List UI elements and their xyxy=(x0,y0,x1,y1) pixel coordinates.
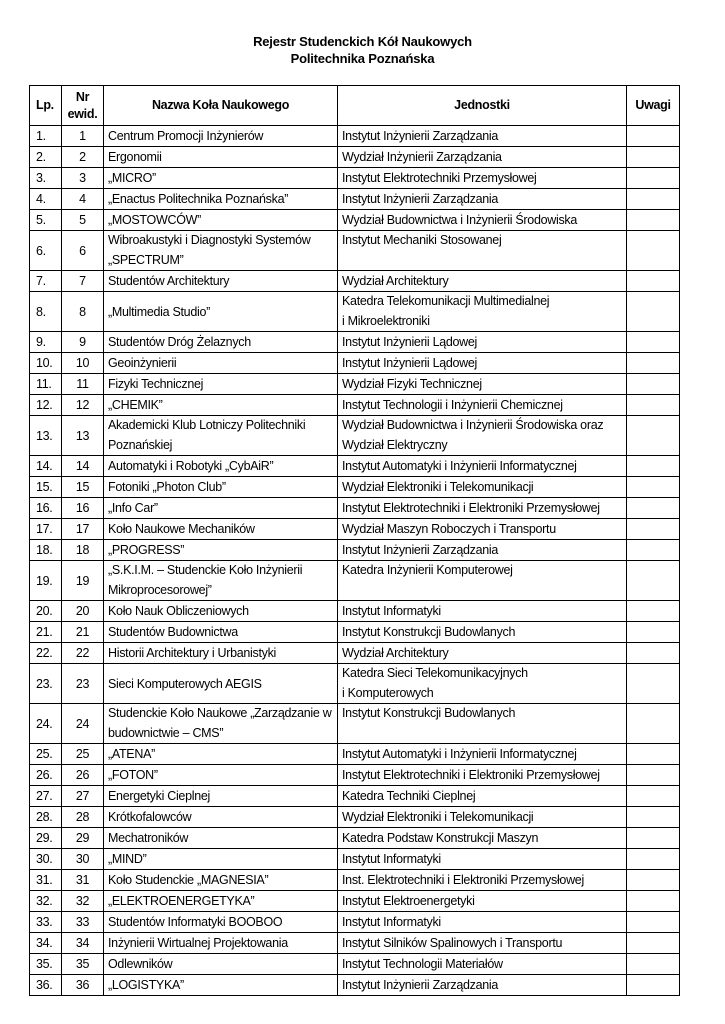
cell-lp: 25. xyxy=(30,744,62,765)
cell-nr: 31 xyxy=(62,870,104,891)
cell-uwagi xyxy=(627,126,680,147)
cell-jednostki: Instytut Inżynierii Lądowej xyxy=(338,332,627,353)
cell-nazwa: „LOGISTYKA” xyxy=(104,975,338,996)
cell-jednostki: Instytut Elektroenergetyki xyxy=(338,891,627,912)
cell-nr: 15 xyxy=(62,477,104,498)
cell-nazwa: Ergonomii xyxy=(104,147,338,168)
table-row xyxy=(30,704,680,744)
cell-lp: 33. xyxy=(30,912,62,933)
table-row xyxy=(30,498,680,519)
cell-lp: 36. xyxy=(30,975,62,996)
table-row xyxy=(30,168,680,189)
table-row xyxy=(30,540,680,561)
cell-nazwa: „ATENA” xyxy=(104,744,338,765)
cell-nazwa: „Enactus Politechnika Poznańska” xyxy=(104,189,338,210)
cell-jednostki: Instytut Elektrotechniki Przemysłowej xyxy=(338,168,627,189)
cell-jednostki: Instytut Inżynierii Zarządzania xyxy=(338,975,627,996)
cell-lp: 14. xyxy=(30,456,62,477)
document-title: Rejestr Studenckich Kół Naukowych xyxy=(253,34,472,49)
cell-lp: 28. xyxy=(30,807,62,828)
cell-jednostki: Instytut Mechaniki Stosowanej xyxy=(338,231,627,271)
cell-uwagi xyxy=(627,561,680,601)
cell-nr: 29 xyxy=(62,828,104,849)
cell-uwagi xyxy=(627,416,680,456)
cell-lp: 10. xyxy=(30,353,62,374)
table-row xyxy=(30,807,680,828)
table-row xyxy=(30,622,680,643)
cell-jednostki: Instytut Konstrukcji Budowlanych xyxy=(338,704,627,744)
cell-nr: 14 xyxy=(62,456,104,477)
cell-nr: 22 xyxy=(62,643,104,664)
cell-uwagi xyxy=(627,849,680,870)
cell-nr: 16 xyxy=(62,498,104,519)
cell-nr: 10 xyxy=(62,353,104,374)
cell-nazwa: Studentów Dróg Żelaznych xyxy=(104,332,338,353)
cell-uwagi xyxy=(627,601,680,622)
cell-nazwa: Koło Naukowe Mechaników xyxy=(104,519,338,540)
cell-jednostki: Wydział Elektroniki i Telekomunikacji xyxy=(338,477,627,498)
cell-lp: 35. xyxy=(30,954,62,975)
table-row xyxy=(30,395,680,416)
cell-nazwa xyxy=(104,561,338,601)
cell-lp: 26. xyxy=(30,765,62,786)
cell-nazwa: Centrum Promocji Inżynierów xyxy=(104,126,338,147)
cell-uwagi xyxy=(627,786,680,807)
cell-nr: 35 xyxy=(62,954,104,975)
cell-jednostki: Wydział Architektury xyxy=(338,271,627,292)
table-row xyxy=(30,210,680,231)
cell-nr: 13 xyxy=(62,416,104,456)
column-header-lp: Lp. xyxy=(30,86,62,126)
cell-nr: 1 xyxy=(62,126,104,147)
cell-jednostki: Instytut Inżynierii Zarządzania xyxy=(338,540,627,561)
cell-lp: 15. xyxy=(30,477,62,498)
cell-nazwa-line1: Akademicki Klub Lotniczy Politechniki xyxy=(108,418,306,432)
cell-jednostki: Wydział Inżynierii Zarządzania xyxy=(338,147,627,168)
cell-uwagi xyxy=(627,292,680,332)
cell-uwagi xyxy=(627,870,680,891)
cell-lp: 3. xyxy=(30,168,62,189)
table-row xyxy=(30,744,680,765)
cell-nr: 18 xyxy=(62,540,104,561)
cell-nr: 23 xyxy=(62,664,104,704)
table-row xyxy=(30,561,680,601)
cell-nazwa: „ELEKTROENERGETYKA” xyxy=(104,891,338,912)
table-row xyxy=(30,765,680,786)
cell-lp: 19. xyxy=(30,561,62,601)
cell-nazwa: „Info Car” xyxy=(104,498,338,519)
cell-lp: 20. xyxy=(30,601,62,622)
cell-nazwa-line1: Wibroakustyki i Diagnostyki Systemów xyxy=(108,233,311,247)
cell-nr: 26 xyxy=(62,765,104,786)
cell-nr: 8 xyxy=(62,292,104,332)
cell-nazwa: Mechatroników xyxy=(104,828,338,849)
cell-jednostki-line2: Wydział Elektryczny xyxy=(342,437,448,452)
cell-uwagi xyxy=(627,210,680,231)
cell-jednostki: Instytut Informatyki xyxy=(338,601,627,622)
cell-nazwa-line2: Mikroprocesorowej” xyxy=(108,582,212,597)
cell-nazwa: Automatyki i Robotyki „CybAiR” xyxy=(104,456,338,477)
table-row xyxy=(30,975,680,996)
cell-jednostki: Instytut Konstrukcji Budowlanych xyxy=(338,622,627,643)
cell-jednostki-line1: Wydział Budownictwa i Inżynierii Środowiska oraz xyxy=(342,418,604,432)
cell-nazwa: Studentów Budownictwa xyxy=(104,622,338,643)
cell-uwagi xyxy=(627,664,680,704)
cell-nr: 5 xyxy=(62,210,104,231)
column-header-nr-line1: Nr xyxy=(75,89,90,104)
cell-lp: 12. xyxy=(30,395,62,416)
table-row xyxy=(30,271,680,292)
cell-nr: 17 xyxy=(62,519,104,540)
cell-nazwa: Koło Studenckie „MAGNESIA” xyxy=(104,870,338,891)
cell-nazwa: „PROGRESS” xyxy=(104,540,338,561)
cell-lp: 30. xyxy=(30,849,62,870)
cell-lp: 9. xyxy=(30,332,62,353)
cell-jednostki: Katedra Techniki Cieplnej xyxy=(338,786,627,807)
cell-jednostki-line2: i Mikroelektroniki xyxy=(342,313,430,328)
cell-uwagi xyxy=(627,975,680,996)
cell-uwagi xyxy=(627,456,680,477)
table-row xyxy=(30,664,680,704)
cell-nr: 2 xyxy=(62,147,104,168)
cell-nazwa: Odlewników xyxy=(104,954,338,975)
cell-uwagi xyxy=(627,519,680,540)
cell-nr: 25 xyxy=(62,744,104,765)
cell-jednostki: Instytut Inżynierii Zarządzania xyxy=(338,126,627,147)
cell-nazwa: Koło Nauk Obliczeniowych xyxy=(104,601,338,622)
cell-lp: 2. xyxy=(30,147,62,168)
cell-nr: 27 xyxy=(62,786,104,807)
cell-jednostki xyxy=(338,292,627,332)
cell-uwagi xyxy=(627,643,680,664)
cell-lp: 11. xyxy=(30,374,62,395)
table-row xyxy=(30,954,680,975)
cell-nr: 30 xyxy=(62,849,104,870)
column-header-uwagi: Uwagi xyxy=(627,86,680,126)
cell-nr: 11 xyxy=(62,374,104,395)
cell-lp: 34. xyxy=(30,933,62,954)
cell-jednostki: Instytut Informatyki xyxy=(338,849,627,870)
cell-nr: 6 xyxy=(62,231,104,271)
cell-uwagi xyxy=(627,933,680,954)
table-row xyxy=(30,456,680,477)
cell-nazwa: Studentów Informatyki BOOBOO xyxy=(104,912,338,933)
cell-uwagi xyxy=(627,912,680,933)
cell-lp: 24. xyxy=(30,704,62,744)
cell-nazwa: „MOSTOWCÓW” xyxy=(104,210,338,231)
cell-jednostki: Instytut Automatyki i Inżynierii Informatycznej xyxy=(338,456,627,477)
cell-jednostki: Wydział Maszyn Roboczych i Transportu xyxy=(338,519,627,540)
table-header-row xyxy=(30,86,680,126)
cell-jednostki: Katedra Podstaw Konstrukcji Maszyn xyxy=(338,828,627,849)
cell-nazwa: „FOTON” xyxy=(104,765,338,786)
cell-nazwa: Sieci Komputerowych AEGIS xyxy=(104,664,338,704)
cell-uwagi xyxy=(627,477,680,498)
cell-jednostki: Inst. Elektrotechniki i Elektroniki Przemysłowej xyxy=(338,870,627,891)
cell-nr: 24 xyxy=(62,704,104,744)
cell-nazwa-line2: „SPECTRUM” xyxy=(108,252,184,267)
cell-lp: 5. xyxy=(30,210,62,231)
cell-lp: 27. xyxy=(30,786,62,807)
cell-uwagi xyxy=(627,353,680,374)
cell-nazwa xyxy=(104,231,338,271)
cell-nr: 9 xyxy=(62,332,104,353)
cell-nazwa: Krótkofalowców xyxy=(104,807,338,828)
cell-uwagi xyxy=(627,332,680,353)
table-row xyxy=(30,189,680,210)
table-body xyxy=(30,126,680,996)
cell-lp: 29. xyxy=(30,828,62,849)
table-row xyxy=(30,416,680,456)
cell-nazwa: Historii Architektury i Urbanistyki xyxy=(104,643,338,664)
cell-uwagi xyxy=(627,828,680,849)
cell-lp: 21. xyxy=(30,622,62,643)
table-row xyxy=(30,601,680,622)
cell-nazwa: „Multimedia Studio” xyxy=(104,292,338,332)
cell-lp: 6. xyxy=(30,231,62,271)
cell-jednostki: Wydział Architektury xyxy=(338,643,627,664)
table-row xyxy=(30,786,680,807)
cell-lp: 7. xyxy=(30,271,62,292)
cell-uwagi xyxy=(627,540,680,561)
cell-nr: 20 xyxy=(62,601,104,622)
cell-lp: 1. xyxy=(30,126,62,147)
cell-lp: 32. xyxy=(30,891,62,912)
cell-uwagi xyxy=(627,765,680,786)
cell-nazwa-line1: Studenckie Koło Naukowe „Zarządzanie w xyxy=(108,706,332,720)
cell-lp: 17. xyxy=(30,519,62,540)
cell-nazwa: „CHEMIK” xyxy=(104,395,338,416)
table-row xyxy=(30,231,680,271)
cell-nazwa: „MIND” xyxy=(104,849,338,870)
cell-jednostki: Instytut Inżynierii Lądowej xyxy=(338,353,627,374)
cell-nr: 28 xyxy=(62,807,104,828)
cell-jednostki: Instytut Elektrotechniki i Elektroniki Przemysłowej xyxy=(338,765,627,786)
cell-nazwa-line1: „S.K.I.M. – Studenckie Koło Inżynierii xyxy=(108,563,303,577)
cell-nr: 3 xyxy=(62,168,104,189)
cell-jednostki: Instytut Automatyki i Inżynierii Informatycznej xyxy=(338,744,627,765)
cell-uwagi xyxy=(627,189,680,210)
cell-jednostki: Katedra Inżynierii Komputerowej xyxy=(338,561,627,601)
cell-nr: 34 xyxy=(62,933,104,954)
cell-uwagi xyxy=(627,622,680,643)
cell-nazwa: Studentów Architektury xyxy=(104,271,338,292)
cell-jednostki: Instytut Technologii Materiałów xyxy=(338,954,627,975)
table-row xyxy=(30,643,680,664)
cell-lp: 22. xyxy=(30,643,62,664)
table-row xyxy=(30,933,680,954)
cell-uwagi xyxy=(627,498,680,519)
cell-jednostki: Wydział Elektroniki i Telekomunikacji xyxy=(338,807,627,828)
cell-nr: 12 xyxy=(62,395,104,416)
table-row xyxy=(30,374,680,395)
cell-lp: 16. xyxy=(30,498,62,519)
cell-nazwa: Inżynierii Wirtualnej Projektowania xyxy=(104,933,338,954)
cell-nazwa-line2: Poznańskiej xyxy=(108,437,173,452)
column-header-nr-line2: ewid. xyxy=(67,106,98,121)
cell-nazwa xyxy=(104,416,338,456)
cell-nr: 36 xyxy=(62,975,104,996)
cell-uwagi xyxy=(627,954,680,975)
cell-nazwa-line2: budownictwie – CMS” xyxy=(108,725,224,740)
cell-uwagi xyxy=(627,807,680,828)
cell-uwagi xyxy=(627,374,680,395)
cell-jednostki: Instytut Silników Spalinowych i Transportu xyxy=(338,933,627,954)
cell-lp: 23. xyxy=(30,664,62,704)
table-row xyxy=(30,912,680,933)
cell-uwagi xyxy=(627,704,680,744)
cell-jednostki: Wydział Fizyki Technicznej xyxy=(338,374,627,395)
cell-jednostki xyxy=(338,664,627,704)
column-header-jednostki: Jednostki xyxy=(338,86,627,126)
cell-nazwa: Fotoniki „Photon Club” xyxy=(104,477,338,498)
cell-nr: 4 xyxy=(62,189,104,210)
table-row xyxy=(30,292,680,332)
cell-jednostki-line2: i Komputerowych xyxy=(342,685,434,700)
table-row xyxy=(30,870,680,891)
cell-nazwa: Fizyki Technicznej xyxy=(104,374,338,395)
cell-lp: 8. xyxy=(30,292,62,332)
table-row xyxy=(30,891,680,912)
table-row xyxy=(30,828,680,849)
cell-jednostki-line1: Katedra Sieci Telekomunikacyjnych xyxy=(342,666,528,680)
table-row xyxy=(30,849,680,870)
cell-nr: 32 xyxy=(62,891,104,912)
cell-uwagi xyxy=(627,891,680,912)
cell-nr: 33 xyxy=(62,912,104,933)
cell-jednostki: Wydział Budownictwa i Inżynierii Środowiska xyxy=(338,210,627,231)
table-row xyxy=(30,147,680,168)
table-row xyxy=(30,477,680,498)
cell-nazwa: „MICRO” xyxy=(104,168,338,189)
table-row xyxy=(30,353,680,374)
cell-uwagi xyxy=(627,744,680,765)
cell-nazwa: Geoinżynierii xyxy=(104,353,338,374)
cell-jednostki: Instytut Inżynierii Zarządzania xyxy=(338,189,627,210)
cell-uwagi xyxy=(627,231,680,271)
cell-nr: 21 xyxy=(62,622,104,643)
cell-jednostki: Instytut Elektrotechniki i Elektroniki Przemysłowej xyxy=(338,498,627,519)
cell-uwagi xyxy=(627,271,680,292)
cell-lp: 4. xyxy=(30,189,62,210)
column-header-nr xyxy=(62,86,104,126)
cell-nazwa xyxy=(104,704,338,744)
table-row xyxy=(30,126,680,147)
cell-jednostki-line1: Katedra Telekomunikacji Multimedialnej xyxy=(342,294,550,308)
document-subtitle: Politechnika Poznańska xyxy=(290,51,435,66)
table-row xyxy=(30,332,680,353)
cell-lp: 18. xyxy=(30,540,62,561)
cell-lp: 31. xyxy=(30,870,62,891)
cell-uwagi xyxy=(627,395,680,416)
cell-nr: 19 xyxy=(62,561,104,601)
table-row xyxy=(30,519,680,540)
register-table xyxy=(29,85,680,996)
cell-jednostki: Instytut Technologii i Inżynierii Chemicznej xyxy=(338,395,627,416)
cell-lp: 13. xyxy=(30,416,62,456)
cell-uwagi xyxy=(627,147,680,168)
column-header-nazwa: Nazwa Koła Naukowego xyxy=(104,86,338,126)
cell-uwagi xyxy=(627,168,680,189)
cell-jednostki xyxy=(338,416,627,456)
cell-jednostki: Instytut Informatyki xyxy=(338,912,627,933)
cell-nr: 7 xyxy=(62,271,104,292)
cell-nazwa: Energetyki Cieplnej xyxy=(104,786,338,807)
